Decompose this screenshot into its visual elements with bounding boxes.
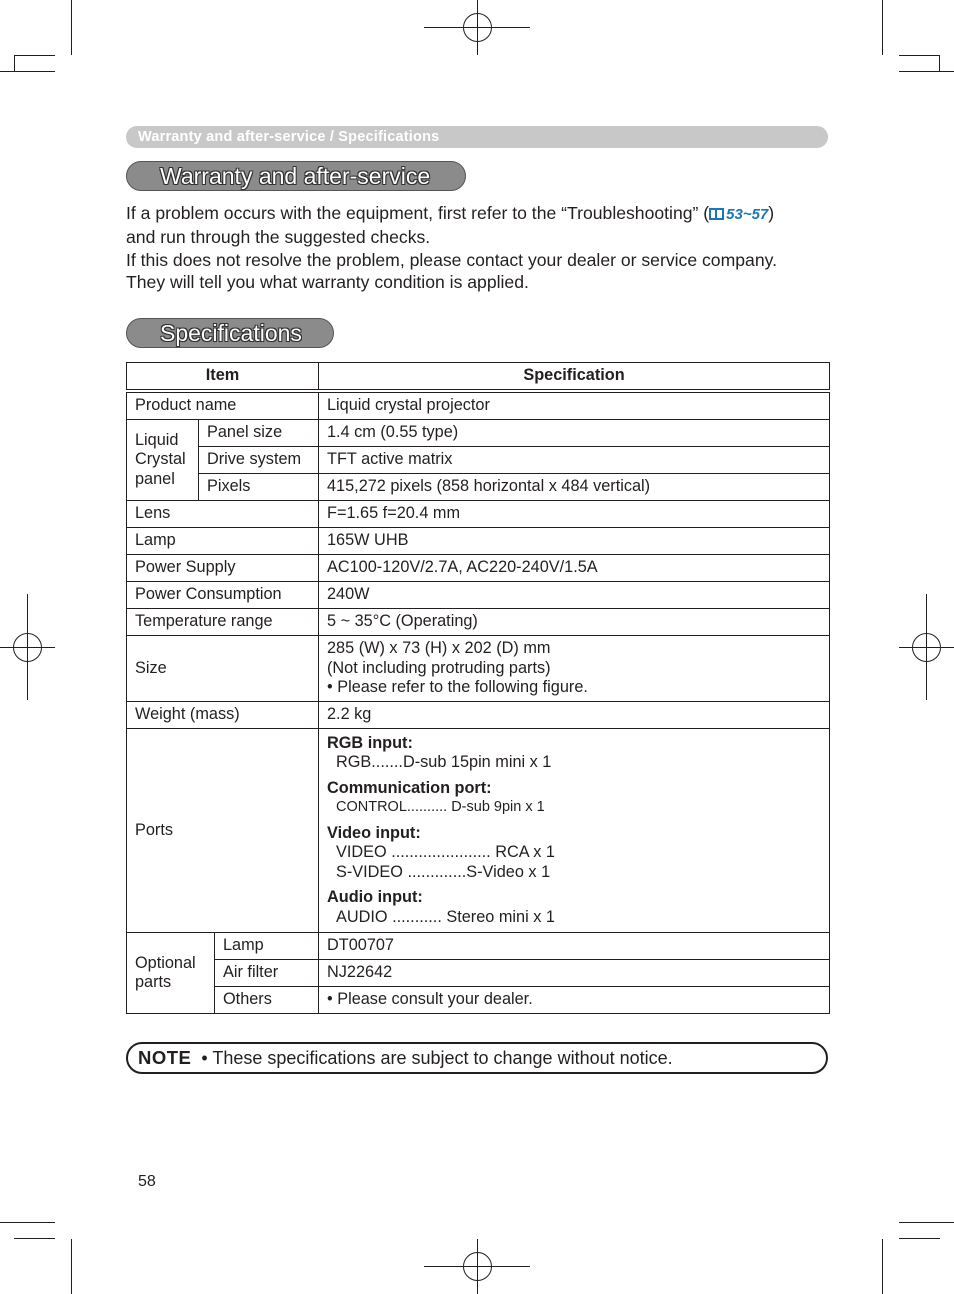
size-line: 285 (W) x 73 (H) x 202 (D) mm bbox=[327, 639, 551, 657]
table-row bbox=[127, 501, 830, 528]
row-value: 2.2 kg bbox=[319, 701, 830, 728]
troubleshooting-ref: 53~57 bbox=[726, 206, 769, 223]
note-text: • These specifications are subject to change without notice. bbox=[201, 1048, 673, 1068]
warranty-line4: They will tell you what warranty condition is applied. bbox=[126, 271, 529, 292]
row-value: AC100-120V/2.7A, AC220-240V/1.5A bbox=[319, 555, 830, 582]
comm-title: Communication port: bbox=[327, 778, 492, 797]
table-row bbox=[127, 555, 830, 582]
row-item: Power Consumption bbox=[127, 582, 319, 609]
table-row bbox=[127, 447, 830, 474]
warranty-line1-before: If a problem occurs with the equipment, first refer to the “Troubleshooting” ( bbox=[126, 203, 710, 223]
col-spec-header: Specification bbox=[319, 363, 830, 392]
note-box bbox=[126, 1042, 828, 1074]
group-label-line: Crystal bbox=[135, 450, 186, 469]
row-value: 165W UHB bbox=[319, 528, 830, 555]
size-line: • Please refer to the following figure. bbox=[327, 678, 588, 696]
row-value: NJ22642 bbox=[319, 960, 830, 987]
table-row bbox=[127, 391, 830, 420]
table-row bbox=[127, 609, 830, 636]
row-item: Lamp bbox=[127, 528, 319, 555]
row-value: 240W bbox=[319, 582, 830, 609]
rgb-line: RGB.......D-sub 15pin mini x 1 bbox=[336, 753, 552, 771]
comm-line: CONTROL.......... D-sub 9pin x 1 bbox=[336, 799, 545, 815]
row-item: Others bbox=[215, 987, 319, 1014]
group-label-line: Optional bbox=[135, 953, 196, 972]
row-value: 1.4 cm (0.55 type) bbox=[319, 420, 830, 447]
row-value bbox=[319, 636, 830, 702]
page-number: 58 bbox=[138, 1173, 156, 1190]
row-value: • Please consult your dealer. bbox=[319, 987, 830, 1014]
table-header-row bbox=[127, 363, 830, 392]
row-value: TFT active matrix bbox=[319, 447, 830, 474]
group-label-line: Liquid bbox=[135, 430, 179, 449]
video-line: VIDEO ...................... RCA x 1 bbox=[336, 843, 555, 861]
audio-line: AUDIO ........... Stereo mini x 1 bbox=[336, 907, 555, 926]
book-icon bbox=[709, 208, 724, 220]
row-value: DT00707 bbox=[319, 933, 830, 960]
row-item: Air filter bbox=[215, 960, 319, 987]
row-item: Ports bbox=[127, 728, 319, 933]
optional-group-label bbox=[127, 933, 215, 1014]
table-row bbox=[127, 528, 830, 555]
group-label-line: parts bbox=[135, 973, 172, 991]
lcd-group-label bbox=[127, 420, 199, 501]
table-row bbox=[127, 701, 830, 728]
group-label-line: panel bbox=[135, 469, 175, 488]
row-item: Temperature range bbox=[127, 609, 319, 636]
row-item: Lens bbox=[127, 501, 319, 528]
note-label: NOTE bbox=[138, 1047, 192, 1068]
warranty-line1-after: ) bbox=[768, 203, 775, 223]
table-row bbox=[127, 474, 830, 501]
row-item: Size bbox=[127, 636, 319, 702]
row-value: Liquid crystal projector bbox=[319, 391, 830, 420]
warranty-line3: If this does not resolve the problem, please contact your dealer or service company. bbox=[126, 249, 777, 270]
row-value: F=1.65 f=20.4 mm bbox=[319, 501, 830, 528]
audio-title: Audio input: bbox=[327, 888, 423, 906]
size-line: (Not including protruding parts) bbox=[327, 658, 551, 677]
col-item-header: Item bbox=[127, 363, 319, 392]
row-item: Lamp bbox=[215, 933, 319, 960]
row-item: Weight (mass) bbox=[127, 701, 319, 728]
warranty-text bbox=[126, 202, 830, 293]
warranty-line2: and run through the suggested checks. bbox=[126, 227, 431, 248]
row-item: Power Supply bbox=[127, 555, 319, 582]
row-value: 5 ~ 35°C (Operating) bbox=[319, 609, 830, 636]
rgb-title: RGB input: bbox=[327, 733, 413, 752]
table-row bbox=[127, 960, 830, 987]
table-row bbox=[127, 728, 830, 933]
table-row bbox=[127, 933, 830, 960]
row-item: Panel size bbox=[199, 420, 319, 447]
specifications-table bbox=[126, 362, 830, 1014]
table-row bbox=[127, 987, 830, 1014]
table-row bbox=[127, 636, 830, 702]
row-item: Drive system bbox=[199, 447, 319, 474]
row-value: 415,272 pixels (858 horizontal x 484 vertical) bbox=[319, 474, 830, 501]
video-line: S-VIDEO .............S-Video x 1 bbox=[336, 862, 551, 881]
row-value bbox=[319, 728, 830, 933]
video-title: Video input: bbox=[327, 823, 421, 842]
running-header: Warranty and after-service / Specifications bbox=[126, 126, 828, 148]
row-item: Product name bbox=[127, 391, 319, 420]
table-row bbox=[127, 420, 830, 447]
warranty-heading: Warranty and after-service bbox=[126, 161, 466, 191]
table-row bbox=[127, 582, 830, 609]
row-item: Pixels bbox=[199, 474, 319, 501]
specifications-heading: Specifications bbox=[126, 318, 334, 348]
